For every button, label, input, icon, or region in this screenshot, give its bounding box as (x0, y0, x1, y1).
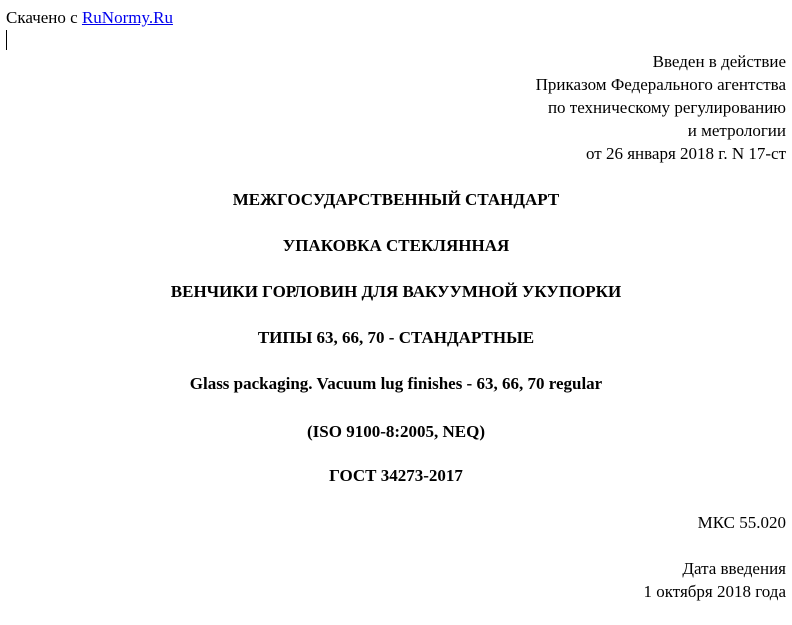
iso-reference: (ISO 9100-8:2005, NEQ) (306, 422, 486, 441)
source-prefix: Скачено с (6, 8, 82, 27)
source-line (6, 6, 173, 29)
enactment-line: и метрологии (687, 121, 786, 140)
subject-heading: УПАКОВКА СТЕКЛЯННАЯ (282, 236, 510, 255)
enactment-line: по техническому регулированию (547, 98, 786, 117)
enactment-line: Введен в действие (652, 52, 786, 71)
mks-code: МКС 55.020 (697, 513, 786, 532)
effective-date-label: Дата введения (682, 559, 786, 578)
english-title: Glass packaging. Vacuum lug finishes - 63, 66, 70 regular (189, 374, 603, 393)
types-heading: ТИПЫ 63, 66, 70 - СТАНДАРТНЫЕ (257, 328, 535, 347)
standard-type-heading: МЕЖГОСУДАРСТВЕННЫЙ СТАНДАРТ (232, 190, 560, 209)
enactment-block (536, 50, 786, 165)
text-cursor (6, 30, 7, 50)
enactment-line: Приказом Федерального агентства (535, 75, 786, 94)
title-heading: ВЕНЧИКИ ГОРЛОВИН ДЛЯ ВАКУУМНОЙ УКУПОРКИ (170, 282, 622, 301)
gost-number: ГОСТ 34273-2017 (329, 466, 463, 485)
effective-date-value: 1 октября 2018 года (643, 582, 786, 601)
enactment-line: от 26 января 2018 г. N 17-ст (585, 144, 786, 163)
source-link[interactable]: RuNormy.Ru (81, 8, 173, 27)
